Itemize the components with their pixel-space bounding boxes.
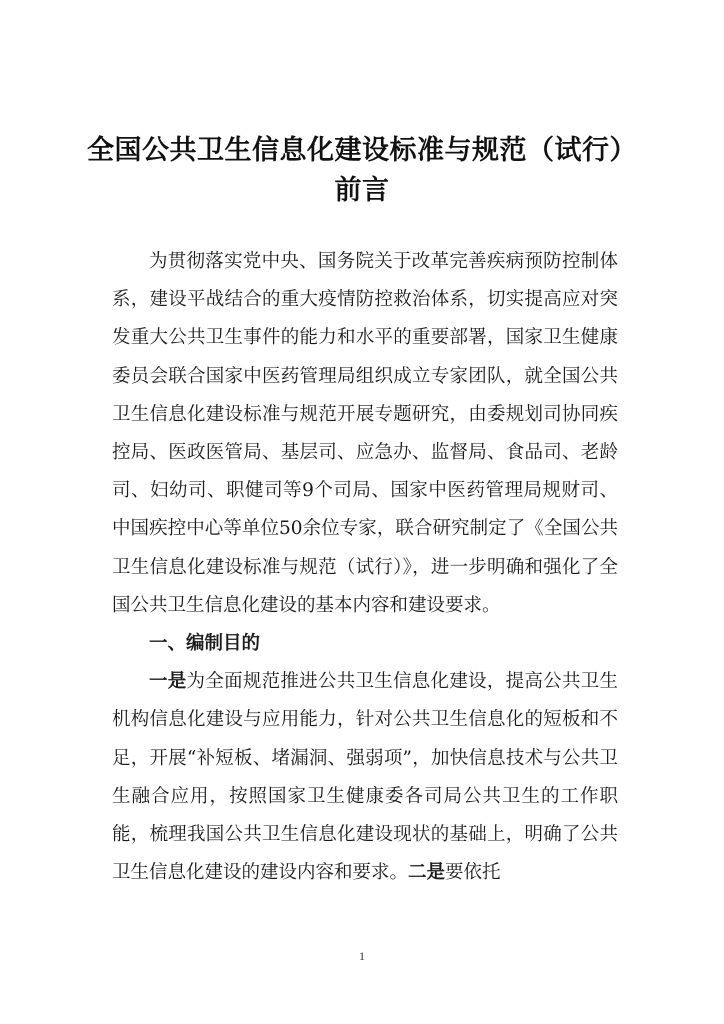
document-title: 全国公共卫生信息化建设标准与规范（试行）	[87, 135, 637, 166]
document-subtitle: 前言	[334, 175, 390, 206]
purpose-lead-2: 二是	[408, 862, 446, 884]
purpose-text-2: 要依托	[445, 862, 501, 884]
document-body	[112, 243, 618, 892]
purpose-lead-1: 一是	[149, 671, 187, 693]
purpose-paragraph	[112, 663, 618, 892]
section-heading: 一、编制目的	[149, 633, 261, 655]
purpose-text-1: 为全面规范推进公共卫生信息化建设，提高公共卫生机构信息化建设与应用能力，针对公共卫生信息化的短板和不足，开展“补短板、堵漏洞、强弱项”，加快信息技术与公共卫生融合应用，按照国家卫生健康委各司局公共卫生的工作职能，梳理我国公共卫生信息化建设现状的基础上，明确了公共卫生信息化建设的建设内容和要求。	[112, 671, 618, 884]
preface-paragraph: 为贯彻落实党中央、国务院关于改革完善疾病预防控制体系，建设平战结合的重大疫情防控救治体系，切实提高应对突发重大公共卫生事件的能力和水平的重要部署，国家卫生健康委员会联合国家中医药管理局组织成立专家团队，就全国公共卫生信息化建设标准与规范开展专题研究，由委规划司协同疾控局、医政医管局、基层司、应急办、监督局、食品司、老龄司、妇幼司、职健司等9个司局、国家中医药管理局规财司、中国疾控中心等单位50余位专家，联合研究制定了《全国公共卫生信息化建设标准与规范（试行）》，进一步明确和强化了全国公共卫生信息化建设的基本内容和建设要求。	[112, 251, 618, 616]
page-number: 1	[359, 949, 365, 963]
